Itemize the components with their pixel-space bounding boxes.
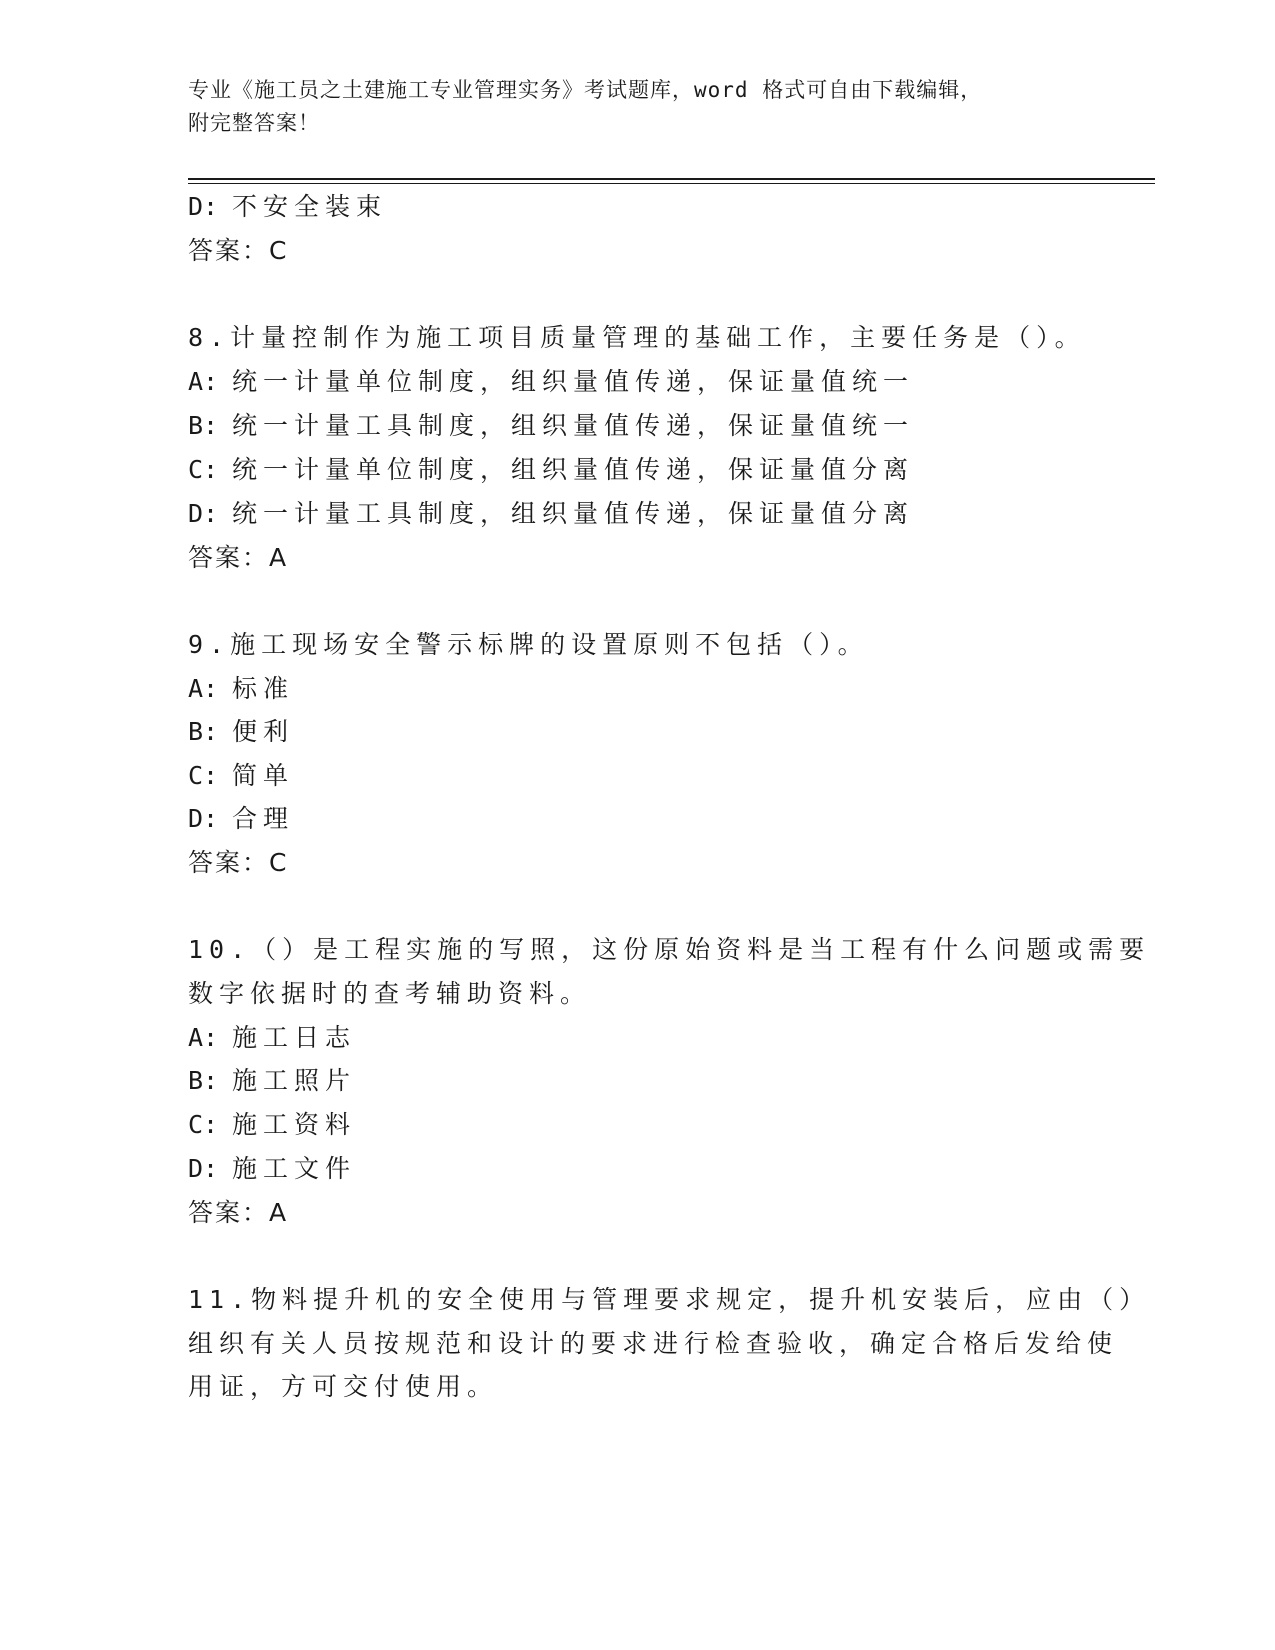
option-text: 统一计量单位制度，组织量值传递，保证量值统一 [232,367,915,396]
option-letter: D: [188,804,219,833]
header-line-1: 专业《施工员之土建施工专业管理实务》考试题库，word 格式可自由下载编辑， [188,78,983,102]
option-letter: D: [188,192,219,221]
option-b [188,715,294,749]
option-d [188,802,294,836]
option-text: 统一计量工具制度，组织量值传递，保证量值统一 [232,411,915,440]
option-letter: B: [188,411,219,440]
option-d [188,497,914,531]
option-letter: D: [188,499,219,528]
question-stem: 11.物料提升机的安全使用与管理要求规定，提升机安装后，应由（） [188,1285,1151,1314]
option-text: 施工资料 [232,1110,357,1139]
option-a [188,1021,356,1055]
option-text: 施工日志 [232,1023,357,1052]
option-letter: A: [188,1023,219,1052]
option-b [188,409,914,443]
option-letter: A: [188,367,219,396]
answer: 答案：C [188,848,289,877]
option-letter: C: [188,761,219,790]
option-letter: B: [188,717,219,746]
option-letter: C: [188,455,219,484]
option-text: 施工文件 [232,1154,357,1183]
option-d [188,190,387,224]
option-text: 统一计量单位制度，组织量值传递，保证量值分离 [232,455,915,484]
option-c [188,1108,356,1142]
answer: 答案：A [188,1198,289,1227]
document-header [188,74,1088,140]
header-line-2: 附完整答案！ [188,111,320,135]
header-divider-thin [188,183,1155,184]
option-letter: A: [188,674,219,703]
option-c [188,453,914,487]
option-letter: B: [188,1066,219,1095]
question-stem: 组织有关人员按规范和设计的要求进行检查验收，确定合格后发给使 [188,1329,1119,1358]
option-text: 施工照片 [232,1066,357,1095]
option-a [188,365,914,399]
option-a [188,672,294,706]
header-divider [188,178,1155,180]
option-text: 合理 [232,804,295,833]
answer: 答案：A [188,543,289,572]
option-letter: C: [188,1110,219,1139]
question-stem: 数字依据时的查考辅助资料。 [188,979,592,1008]
option-text: 简单 [232,761,295,790]
option-d [188,1152,356,1186]
question-stem: 8.计量控制作为施工项目质量管理的基础工作，主要任务是（）。 [188,323,1086,352]
option-letter: D: [188,1154,219,1183]
option-text: 便利 [232,717,295,746]
option-text: 统一计量工具制度，组织量值传递，保证量值分离 [232,499,915,528]
option-c [188,759,294,793]
option-b [188,1064,356,1098]
option-text: 标准 [232,674,295,703]
option-text: 不安全装束 [232,192,388,221]
question-stem: 用证，方可交付使用。 [188,1372,499,1401]
question-stem: 10.（）是工程实施的写照，这份原始资料是当工程有什么问题或需要 [188,935,1151,964]
question-stem: 9.施工现场安全警示标牌的设置原则不包括（）。 [188,630,869,659]
answer: 答案：C [188,236,289,265]
